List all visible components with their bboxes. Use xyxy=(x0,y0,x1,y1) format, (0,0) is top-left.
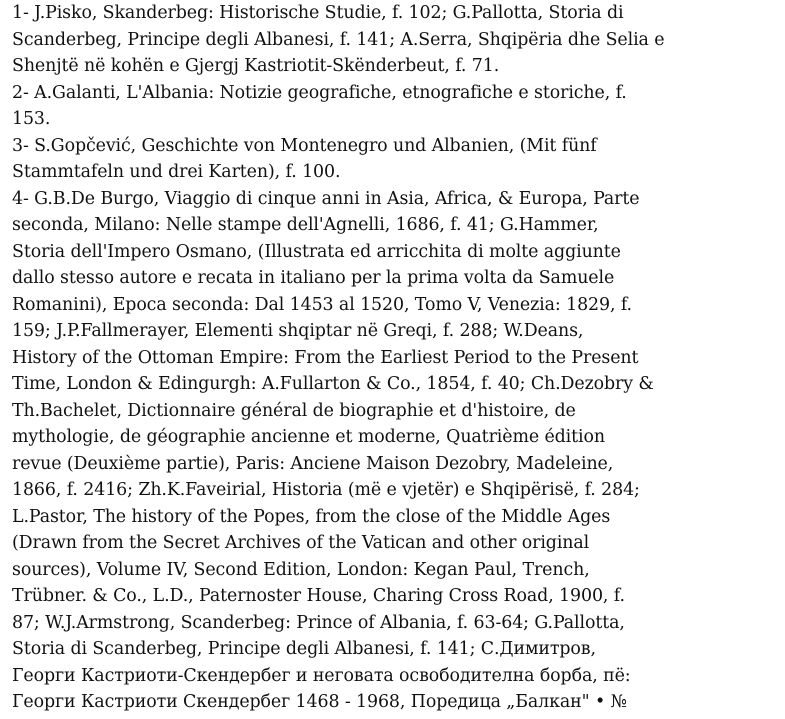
footnote-line: Storia di Scanderbeg, Principe degli Albanesi, f. 141; С.Димитров, xyxy=(12,639,596,659)
footnote-line: Storia dell'Impero Osmano, (Illustrata ed arricchita di molte aggiunte xyxy=(12,241,621,262)
footnote-line: 1866, f. 2416; Zh.K.Faveirial, Historia (më e vjetër) e Shqipërisë, f. 284; xyxy=(12,480,640,500)
footnote-line: L.Pastor, The history of the Popes, from the close of the Middle Ages xyxy=(12,506,611,527)
footnote-line: 153. xyxy=(12,109,51,129)
footnote-line: dallo stesso autore e recata in italiano per la prima volta da Samuele xyxy=(12,268,615,288)
footnote-line: Shenjtë në kohën e Gjergj Kastriotit-Skënderbeut, f. 71. xyxy=(12,56,500,76)
footnote-line: mythologie, de géographie ancienne et moderne, Quatrième édition xyxy=(12,427,605,447)
footnote-line: Trübner. & Co., L.D., Paternoster House, Charing Cross Road, 1900, f. xyxy=(12,586,625,606)
footnote-line: Romanini), Epoca seconda: Dal 1453 al 1520, Tomo V, Venezia: 1829, f. xyxy=(12,294,632,315)
footnote-line: seconda, Milano: Nelle stampe dell'Agnelli, 1686, f. 41; G.Hammer, xyxy=(12,215,599,235)
footnote-line: 159; J.P.Fallmerayer, Elementi shqiptar në Greqi, f. 288; W.Deans, xyxy=(12,321,584,341)
footnote-line: 2- A.Galanti, L'Albania: Notizie geografiche, etnografiche e storiche, f. xyxy=(12,82,627,103)
footnote-line: 1- J.Pisko, Skanderbeg: Historische Studie, f. 102; G.Pallotta, Storia di xyxy=(12,3,624,23)
footnote-line: History of the Ottoman Empire: From the Earliest Period to the Present xyxy=(12,347,639,368)
footnote-line: Георги Кастриоти Скендербег 1468 - 1968, Поредица „Балкан" • № xyxy=(12,692,627,712)
footnote-line: 87; W.J.Armstrong, Scanderbeg: Prince of Albania, f. 63-64; G.Pallotta, xyxy=(12,612,625,633)
footnote-line: 3- S.Gopčević, Geschichte von Montenegro und Albanien, (Mit fünf xyxy=(12,135,597,156)
footnote-line: Stammtafeln und drei Karten), f. 100. xyxy=(12,162,341,182)
footnote-line: (Drawn from the Secret Archives of the Vatican and other original xyxy=(12,533,590,553)
footnote-line: sources), Volume IV, Second Edition, London: Kegan Paul, Trench, xyxy=(12,559,590,580)
footnote-line: Георги Кастриоти-Скендербег и неговата освободителна борба, пё: xyxy=(12,665,631,686)
footnote-line: 4- G.B.De Burgo, Viaggio di cinque anni in Asia, Africa, & Europa, Parte xyxy=(12,188,640,209)
footnote-line: Scanderbeg, Principe degli Albanesi, f. 141; A.Serra, Shqipëria dhe Selia e xyxy=(12,29,665,50)
footnote-line: revue (Deuxième partie), Paris: Anciene Maison Dezobry, Madeleine, xyxy=(12,453,614,474)
footnote-line: Th.Bachelet, Dictionnaire général de biographie et d'histoire, de xyxy=(12,400,576,421)
footnote-line: Time, London & Edingurgh: A.Fullarton & Co., 1854, f. 40; Ch.Dezobry & xyxy=(12,374,654,394)
